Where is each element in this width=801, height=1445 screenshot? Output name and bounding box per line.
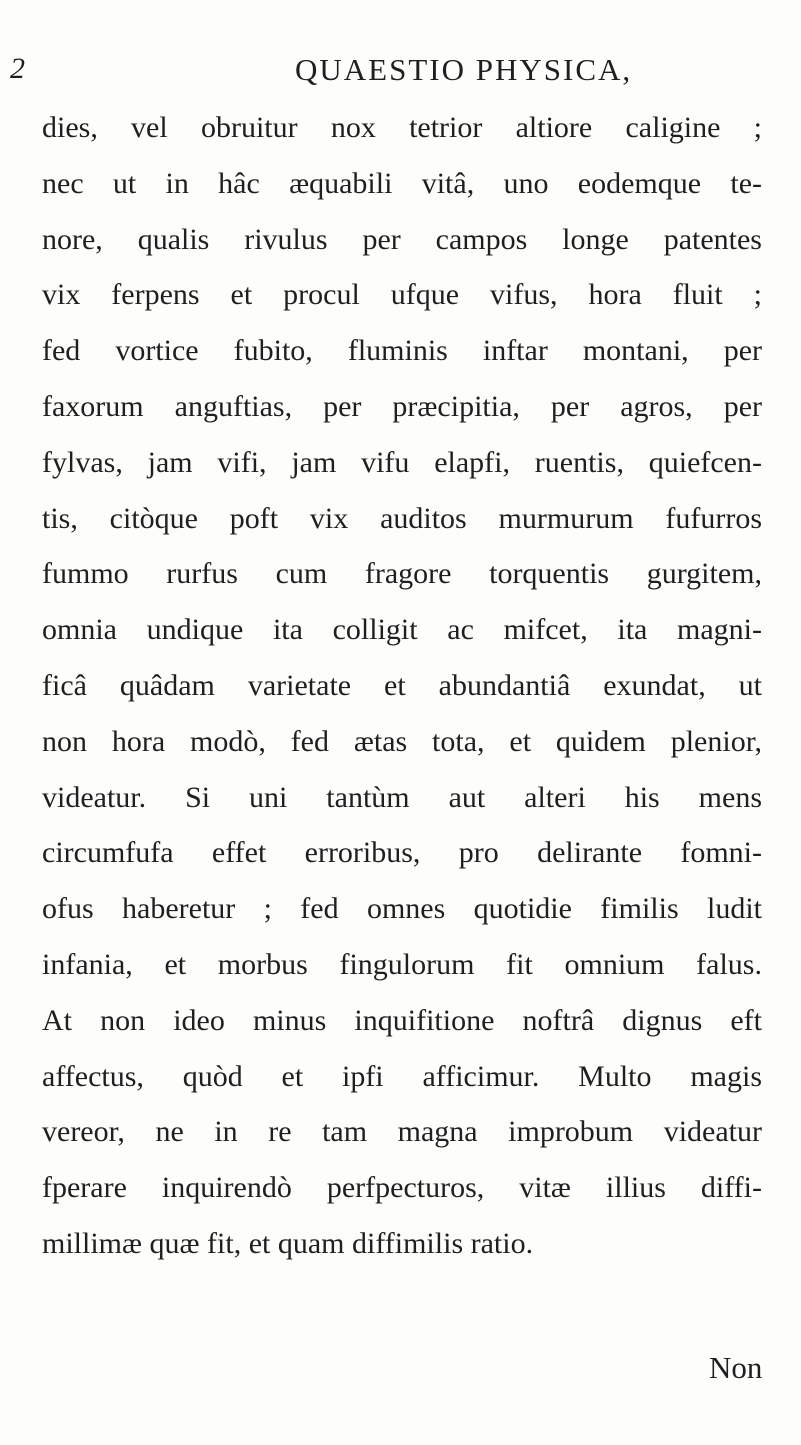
text-line: ofus haberetur ; fed omnes quotidie fimilis ludit [42, 892, 762, 926]
text-line: omnia undique ita colligit ac mifcet, ita magni- [42, 613, 762, 647]
text-line: non hora modò, fed ætas tota, et quidem plenior, [42, 724, 762, 758]
text-line: fylvas, jam vifi, jam vifu elapfi, ruentis, quiefcen- [42, 445, 762, 479]
text-line: videatur. Si uni tantùm aut alteri his mens [42, 780, 762, 814]
text-line: tis, citòque poft vix auditos murmurum fufurros [42, 501, 762, 535]
text-line: fummo rurfus cum fragore torquentis gurgitem, [42, 557, 762, 591]
text-line: millimæ quæ fit, et quam diffimilis ratio. [42, 1226, 534, 1260]
text-line: fperare inquirendò perfpecturos, vitæ illius diffi- [42, 1171, 762, 1205]
text-line: nore, qualis rivulus per campos longe patentes [42, 222, 762, 256]
text-line: infania, et morbus fingulorum fit omnium falus. [42, 947, 762, 981]
text-line: faxorum anguftias, per præcipitia, per agros, per [42, 389, 762, 423]
catchword: Non [709, 1350, 763, 1385]
text-line: At non ideo minus inquifitione noftrâ dignus eft [42, 1003, 762, 1037]
text-line: vix ferpens et procul ufque vifus, hora fluit ; [42, 278, 762, 312]
text-line: circumfufa effet erroribus, pro delirante fomni- [42, 836, 762, 870]
text-line: affectus, quòd et ipfi afficimur. Multo magis [42, 1059, 762, 1093]
page-number: 2 [10, 52, 25, 85]
body-text [42, 100, 762, 1272]
text-line: vereor, ne in re tam magna improbum videatur [42, 1115, 762, 1149]
text-line: fed vortice fubito, fluminis inftar montani, per [42, 334, 762, 368]
text-line: nec ut in hâc æquabili vitâ, uno eodemque te- [42, 166, 762, 200]
running-title: QUAESTIO PHYSICA, [295, 52, 633, 87]
running-head [0, 50, 801, 100]
text-line: ficâ quâdam varietate et abundantiâ exundat, ut [42, 668, 762, 702]
text-line: dies, vel obruitur nox tetrior altiore caligine ; [42, 111, 762, 144]
